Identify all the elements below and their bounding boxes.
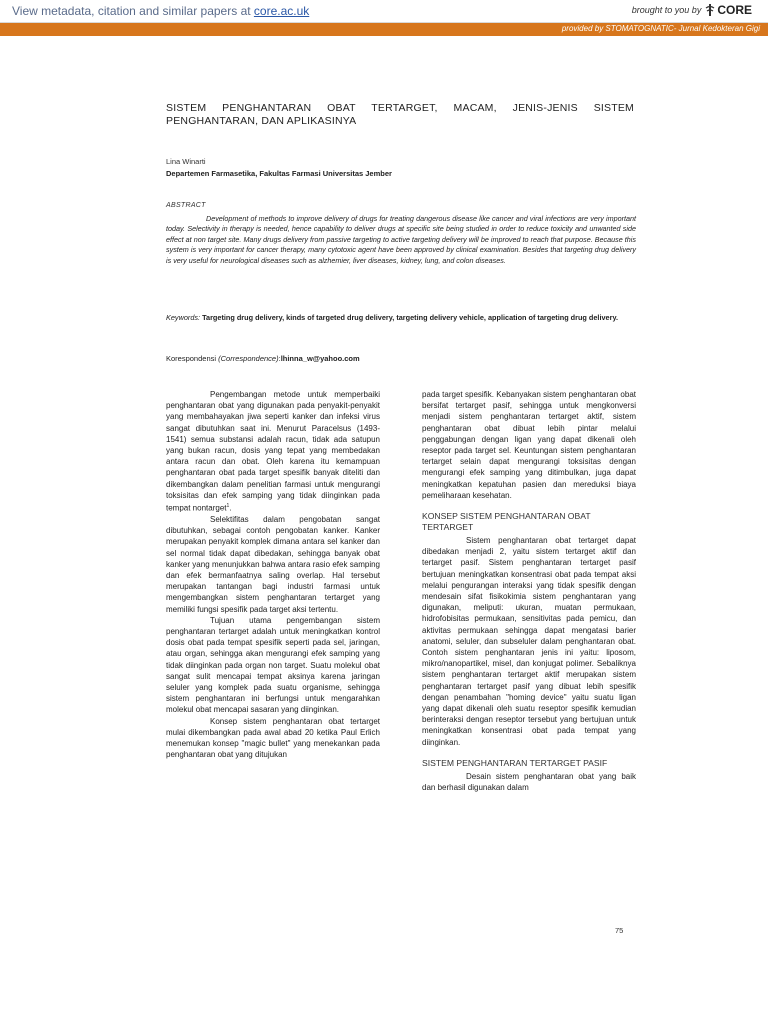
paragraph: Tujuan utama pengembangan sistem penghantaran tertarget adalah untuk meningkatkan kontrol dosis obat pada tempat spesifik seperti pada sel, jaringan, atau organ, sehingga akan mengurangi efek samping yang tidak diinginkan pada organ non target. Suatu molekul obat sangat sulit mencapai tempat aksinya karena jaringan seluler yang komplek pada suatu organisme, sehingga sistem penghantaran ini berfungsi untuk mengarahkan molekul obat mencapai sasaran yang diinginkan. xyxy=(166,615,380,715)
correspondence-colon: : xyxy=(278,354,281,363)
paragraph-text: Pengembangan metode untuk memperbaiki penghantaran obat yang digunakan pada penyakit-penyakit yang membahayakan jiwa seperti kanker dan infeksi virus sangat dibutuhkan saat ini. Menurut Paracelsus (1493-1541) semua substansi adalah racun, tidak ada satupun yang bukan racun, dosis yang tepat yang membedakan antara racun dan obat. Oleh karena itu kemampuan penghantaran obat pada target spesifik banyak diteliti dan dikembangkan dalam penelitian farmasi untuk mengurangi toksisitas dan efek samping yang tidak diinginkan pada tempat nontarget xyxy=(166,390,380,513)
brought-label: brought to you by xyxy=(631,5,702,15)
keywords xyxy=(166,313,636,324)
body-column-right xyxy=(422,389,636,793)
author-name: Lina Winarti xyxy=(166,157,206,166)
paragraph: pada target spesifik. Kebanyakan sistem penghantaran obat bersifat tertarget pasif, sehingga untuk mengkonversi menjadi sistem penghantaran tertarget aktif, sistem penghantaran obat dibuat lebih pintar melalui penggabungan dengan ligan yang dapat dikenali oleh reseptor pada target sel. Keuntungan sistem penghantaran tertarget selain dapat mengurangi toksisitas dengan mengurangi efek samping yang ditimbulkan, juga dapat meningkatkan kepatuhan pasien dan mereduksi biaya pemeliharaan kesehatan. xyxy=(422,390,636,500)
correspondence-email: lhinna_w@yahoo.com xyxy=(280,354,360,363)
section-heading: SISTEM PENGHANTARAN TERTARGET PASIF xyxy=(422,757,608,768)
core-banner xyxy=(0,0,768,23)
core-link-prefix: View metadata, citation and similar papers at xyxy=(12,4,254,18)
paragraph xyxy=(166,389,380,514)
paragraph: Sistem penghantaran obat tertarget dapat dibedakan menjadi 2, yaitu sistem tertarget aktif dan tertarget pasif. Sistem penghantaran tertarget pasif bertujuan meningkatkan konsentrasi obat pada tempat aksi melalui pengurangan interaksi yang tidak spesifik dengan mendesain sifat fisikokimia sistem penghantaran yang digunakan, meliputi: ukuran, muatan permukaan, hidrofobisitas permukaan, sensitivitas pada pemicu, dan aktivitas permukaan sehingga dapat mengatasi barier anatomi, seluler, dan subseluler dalam penghantaran obat. Contoh sistem penghantaran jenis ini yaitu: liposom, mikro/nanopartikel, misel, dan konjugat polimer. Sebaliknya sistem penghantaran tertarget aktif merupakan sistem penghantaran tertarget pasif yang dibuat lebih spesifik dengan penambahan "homing device" yaitu suatu ligan yang dapat dikenali oleh suatu reseptor spesifik kemudian berinteraksi dengan reseptor tersebut yang bertujuan untuk meningkatkan konsentrasi obat pada tempat yang diinginkan. xyxy=(422,536,636,747)
keywords-value: Targeting drug delivery, kinds of targeted drug delivery, targeting delivery vehicle, application of targeting drug delivery. xyxy=(202,313,618,322)
core-brought-by[interactable] xyxy=(632,3,752,17)
provided-by-text: provided by STOMATOGNATIC- Jurnal Kedokteran Gigi xyxy=(561,24,760,33)
core-link[interactable]: core.ac.uk xyxy=(253,4,310,18)
provided-by-bar xyxy=(0,23,768,36)
paragraph: Desain sistem penghantaran obat yang baik dan berhasil digunakan dalam xyxy=(422,771,636,793)
core-logo xyxy=(705,3,752,17)
correspondence-label: Korespondensi xyxy=(166,354,217,363)
core-logo-icon xyxy=(705,4,715,16)
page-number: 75 xyxy=(615,926,624,935)
correspondence-italic: (Correspondence) xyxy=(218,354,279,363)
paragraph: Konsep sistem penghantaran obat tertarget mulai dikembangkan pada awal abad 20 ketika Paul Erlich menemukan konsep "magic bullet" yang menekankan pada penghantaran obat yang ditujukan xyxy=(166,716,380,760)
author-affiliation: Departemen Farmasetika, Fakultas Farmasi Universitas Jember xyxy=(166,169,392,178)
section-heading: KONSEP SISTEM PENGHANTARAN OBAT TERTARGET xyxy=(422,511,591,533)
abstract-text: Development of methods to improve delivery of drugs for treating dangerous disease like cancer and viral infections are very important today. Selectivity in therapy is needed, hence capability to deliver drugs at specific site being studied in order to reduce toxicity and unwanted side effect at non target site. Many drugs delivery from passive targeting to active targeting delivery will be improved to reach that purpose. Because this system is very important for cancer therapy, many cytotoxic agent have been approved by clinical examination. Besides that targeting drug delivery is very useful for neurological diseases such as alzhemier, liver diseases, kidney, lung, and colon diseases. xyxy=(166,214,636,265)
keywords-label: Keywords: xyxy=(166,313,201,322)
core-logo-text: CORE xyxy=(717,3,752,17)
core-metadata-link xyxy=(12,4,309,18)
paper-title: SISTEM PENGHANTARAN OBAT TERTARGET, MACAM, JENIS-JENIS SISTEM PENGHANTARAN, DAN APLIKASINYA xyxy=(166,102,634,127)
body-column-left xyxy=(166,389,380,760)
paragraph: Selektifitas dalam pengobatan sangat dibutuhkan, sebagai contoh pengobatan kanker. Kanker merupakan penyakit komplek dimana antara sel kanker dan sel normal tidak dapat dibedakan, sehingga banyak obat kanker yang menunjukkan bahwa antara rasio efek samping dan efek bermanfaatnya saling overlap. Hal tersebut merupakan tantangan bagi industri farmasi untuk mengembangkan sistem penghantaran tertarget yang memiliki fungsi spesifik pada target aksi tertentu. xyxy=(166,514,380,614)
correspondence xyxy=(166,354,360,363)
footnote-ref: 1 xyxy=(226,503,230,510)
abstract-heading: ABSTRACT xyxy=(166,202,206,209)
paragraph-end: . xyxy=(229,503,232,513)
